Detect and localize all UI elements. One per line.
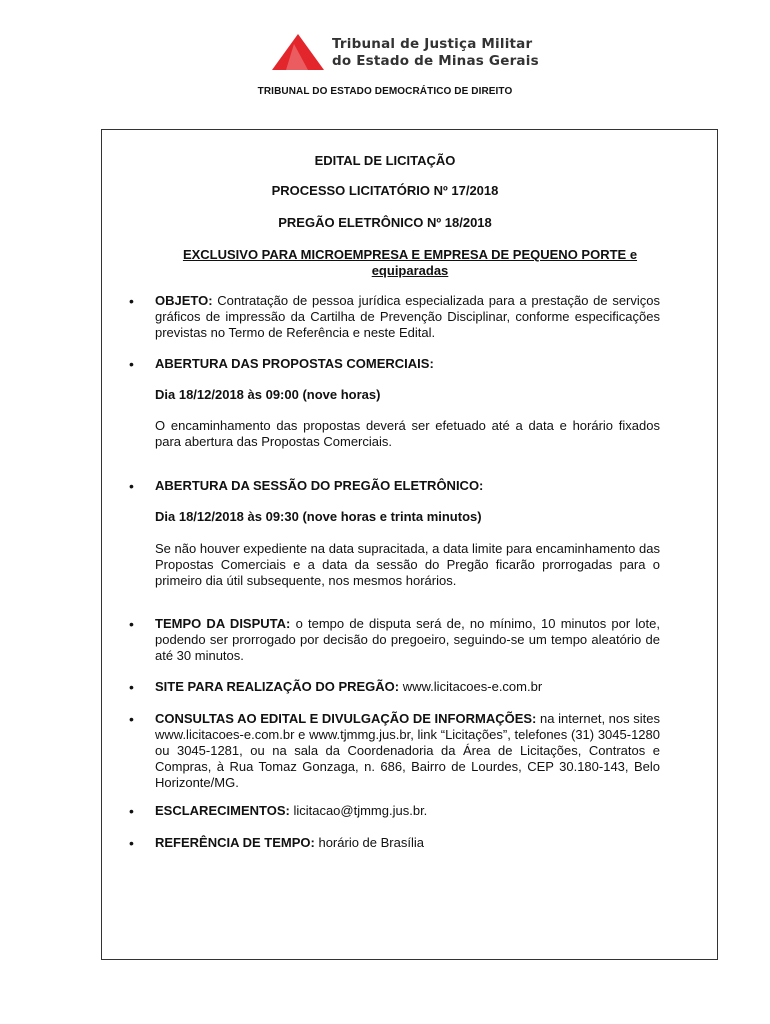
header-tagline: TRIBUNAL DO ESTADO DEMOCRÁTICO DE DIREITO (257, 86, 513, 97)
bullet-tempo-disputa: • (129, 616, 134, 632)
tempo-disputa-text: o tempo de disputa será de, no mínimo, 10 minutos por lote, podendo ser prorrogado por decisão do pregoeiro, seguindo-se um tempo aleatório de até 30 minutos. (155, 616, 660, 663)
site-label: SITE PARA REALIZAÇÃO DO PREGÃO: (155, 679, 400, 694)
tempo-disputa-label: TEMPO DA DISPUTA: (155, 616, 291, 631)
objeto-label: OBJETO: (155, 293, 213, 308)
bullet-objeto: • (129, 293, 134, 309)
bullet-site: • (129, 679, 134, 695)
esclarecimentos-paragraph (155, 803, 660, 819)
abertura-sessao-text: Se não houver expediente na data supracitada, a data limite para encaminhamento das Propostas Comerciais e a data da sessão do Pregão ficarão prorrogadas para o primeiro dia útil subsequente, nos mesmos horários. (155, 541, 660, 588)
triangle-logo-icon (272, 34, 324, 70)
title-processo: PROCESSO LICITATÓRIO Nº 17/2018 (271, 183, 499, 198)
title-pregao: PREGÃO ELETRÔNICO Nº 18/2018 (278, 215, 492, 230)
subtitle-exclusivo: EXCLUSIVO PARA MICROEMPRESA E EMPRESA DE PEQUENO PORTE e equiparadas (182, 247, 638, 278)
abertura-sessao-date: Dia 18/12/2018 às 09:30 (nove horas e trinta minutos) (155, 509, 482, 524)
esclarecimentos-label: ESCLARECIMENTOS: (155, 803, 290, 818)
bullet-consultas: • (129, 711, 134, 727)
bullet-abertura-sessao: • (129, 478, 134, 494)
abertura-propostas-label: ABERTURA DAS PROPOSTAS COMERCIAIS: (155, 356, 434, 371)
abertura-sessao-label: ABERTURA DA SESSÃO DO PREGÃO ELETRÔNICO: (155, 478, 484, 493)
bullet-referencia: • (129, 835, 134, 851)
site-paragraph (155, 679, 660, 695)
referencia-paragraph (155, 835, 660, 851)
consultas-label: CONSULTAS AO EDITAL E DIVULGAÇÃO DE INFORMAÇÕES: (155, 711, 537, 726)
objeto-paragraph (155, 293, 660, 341)
consultas-paragraph (155, 711, 660, 791)
consultas-text: na internet, nos sites www.licitacoes-e.com.br e www.tjmmg.jus.br, link “Licitações”, telefones (31) 3045-1280 ou 3045-1281, ou na sala da Coordenadoria da Área de Licitações, Contratos e Compras, à Rua Tomaz Gonzaga, n. 686, Bairro de Lourdes, CEP 30.180-143, Belo Horizonte/MG. (155, 711, 660, 790)
abertura-propostas-text: O encaminhamento das propostas deverá ser efetuado até a data e horário fixados para abertura das Propostas Comerciais. (155, 418, 660, 449)
bullet-esclarecimentos: • (129, 803, 134, 819)
abertura-propostas-date: Dia 18/12/2018 às 09:00 (nove horas) (155, 387, 381, 402)
title-edital: EDITAL DE LICITAÇÃO (314, 153, 456, 168)
bullet-abertura-propostas: • (129, 356, 134, 372)
objeto-text: Contratação de pessoa jurídica especializada para a prestação de serviços gráficos de impressão da Cartilha de Prevenção Disciplinar, conforme especificações previstas no Termo de Referência e neste Edital. (155, 293, 660, 340)
referencia-label: REFERÊNCIA DE TEMPO: (155, 835, 315, 850)
referencia-text: horário de Brasília (314, 835, 424, 850)
tempo-disputa-paragraph (155, 616, 660, 664)
esclarecimentos-email: licitacao@tjmmg.jus.br. (289, 803, 428, 818)
logo-line-1: Tribunal de Justiça Militar (332, 36, 533, 52)
logo-line-2: do Estado de Minas Gerais (332, 53, 539, 69)
site-link: www.licitacoes-e.com.br (399, 679, 543, 694)
tjmmg-logo (272, 34, 542, 72)
